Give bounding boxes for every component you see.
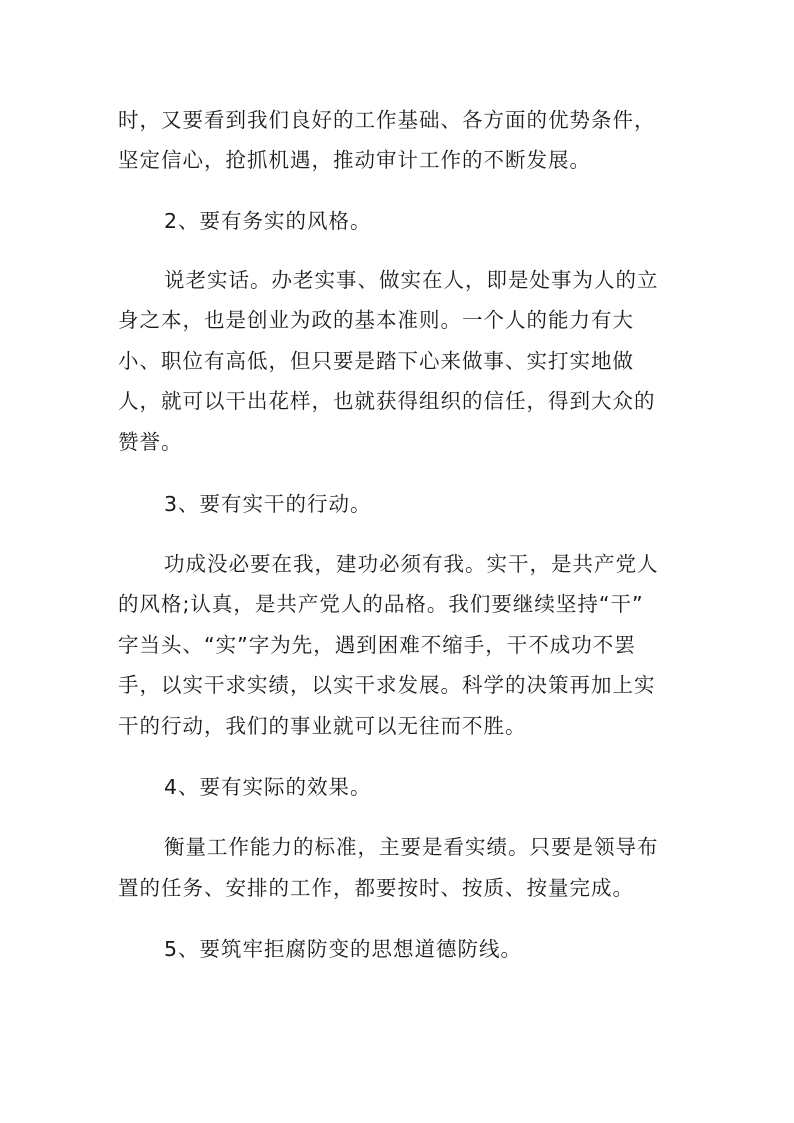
body-line: 手，以实干求实绩，以实干求发展。科学的决策再加上实	[118, 673, 656, 697]
body-line: 字当头、“实”字为先，遇到困难不缩手，干不成功不罢	[118, 633, 636, 657]
body-line: 干的行动，我们的事业就可以无往而不胜。	[118, 714, 527, 738]
body-line: 置的任务、安排的工作，都要按时、按质、按量完成。	[118, 876, 634, 900]
section-heading-2: 2、要有务实的风格。	[164, 209, 372, 233]
body-line: 人，就可以干出花样，也就获得组织的信任，得到大众的	[118, 389, 656, 413]
body-line: 的风格;认真，是共产党人的品格。我们要继续坚持“干”	[118, 592, 644, 616]
body-line: 身之本，也是创业为政的基本准则。一个人的能力有大	[118, 308, 634, 332]
body-line: 时，又要看到我们良好的工作基础、各方面的优势条件，	[118, 108, 656, 132]
section-heading-5: 5、要筑牢拒腐防变的思想道德防线。	[164, 937, 523, 961]
section-heading-3: 3、要有实干的行动。	[164, 492, 372, 516]
body-line: 功成没必要在我，建功必须有我。实干，是共产党人	[164, 552, 659, 576]
body-line: 坚定信心，抢抓机遇，推动审计工作的不断发展。	[118, 148, 591, 172]
body-line: 衡量工作能力的标准，主要是看实绩。只要是领导布	[164, 835, 659, 859]
body-line: 小、职位有高低，但只要是踏下心来做事、实打实地做	[118, 349, 634, 373]
body-line: 说老实话。办老实事、做实在人，即是处事为人的立	[164, 268, 659, 292]
body-line: 赞誉。	[118, 430, 183, 454]
section-heading-4: 4、要有实际的效果。	[164, 775, 372, 799]
